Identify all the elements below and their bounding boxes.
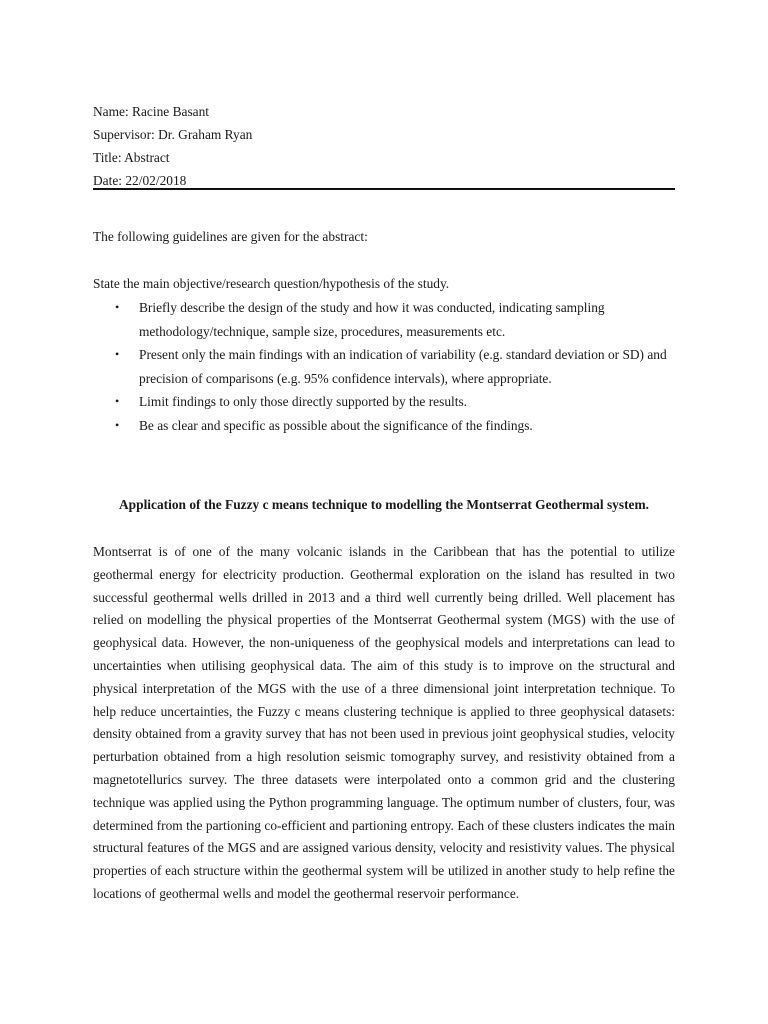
supervisor-name: Supervisor: Dr. Graham Ryan: [93, 127, 253, 142]
list-item: [93, 414, 675, 438]
list-item-text: Briefly describe the design of the study and how it was conducted, indicating sampling methodology/technique, sample size, procedures, measurements etc.: [139, 300, 605, 339]
bullet-icon: •: [115, 300, 120, 314]
guidelines-list: [93, 296, 675, 437]
document-title: Title: Abstract: [93, 150, 170, 165]
list-item: [93, 343, 675, 390]
header-divider: [93, 188, 675, 190]
list-item: [93, 390, 675, 414]
list-item-text: Be as clear and specific as possible about the significance of the findings.: [139, 417, 533, 433]
bullet-icon: •: [115, 417, 120, 432]
list-item-text: Present only the main findings with an indication of variability (e.g. standard deviation or SD) and precision of comparisons (e.g. 95% confidence intervals), where appropriate.: [139, 347, 667, 386]
list-item: [93, 296, 675, 343]
author-name: Name: Racine Basant: [93, 104, 210, 119]
guideline-objective: State the main objective/research question/hypothesis of the study.: [93, 276, 450, 291]
bullet-icon: •: [115, 394, 120, 408]
document-date: Date: 22/02/2018: [93, 173, 187, 188]
bullet-icon: •: [115, 347, 120, 361]
list-item-text: Limit findings to only those directly supported by the results.: [139, 394, 468, 409]
abstract-title: Application of the Fuzzy c means technique to modelling the Montserrat Geothermal system.: [119, 497, 649, 512]
abstract-body: Montserrat is of one of the many volcanic islands in the Caribbean that has the potential to utilize geothermal energy for electricity production. Geothermal exploration on the island has resulted in two successful geothermal wells drilled in 2013 and a third well currently being drilled. Well placement has relied on modelling the physical properties of the Montserrat Geothermal system (MGS) with the use of geophysical data. However, the non-uniqueness of the geophysical models and interpretations can lead to uncertainties when utilising geophysical data. The aim of this study is to improve on the structural and physical interpretation of the MGS with the use of a three dimensional joint interpretation technique. To help reduce uncertainties, the Fuzzy c means clustering technique is applied to three geophysical datasets: density obtained from a gravity survey that has not been used in previous joint geophysical studies, velocity perturbation obtained from a high resolution seismic tomography survey, and resistivity obtained from a magnetotellurics survey. The three datasets were interpolated onto a common grid and the clustering technique was applied using the Python programming language. The optimum number of clusters, four, was determined from the partioning co-efficient and partioning entropy. Each of these clusters indicates the main structural features of the MGS and are assigned various density, velocity and resistivity values. The physical properties of each structure within the geothermal system will be utilized in another study to help refine the locations of geothermal wells and model the geothermal reservoir performance.: [93, 544, 675, 901]
guidelines-intro: The following guidelines are given for the abstract:: [93, 229, 368, 244]
document-header: [93, 100, 675, 192]
